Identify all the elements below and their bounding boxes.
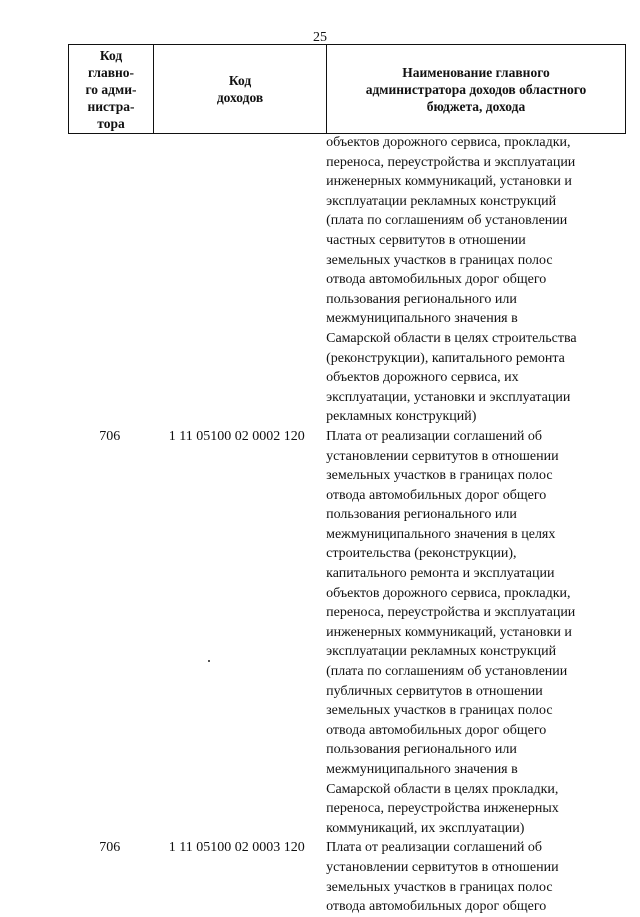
table-body bbox=[68, 133, 612, 917]
income-code-cell bbox=[151, 133, 322, 427]
name-cell: объектов дорожного сервиса, прокладки, переноса, переустройства и эксплуатации инженерных коммуникаций, установки и эксплуатации рекламных конструкций (плата по соглашениям об установлении частных сервитутов в отношении земельных участков в границах полос отвода автомобильных дорог общего пользования регионального или межмуниципального значения в Самарской области в целях строительства (реконструкции), капитального ремонта объектов дорожного сервиса, их эксплуатации, установки и эксплуатации рекламных конструкций) bbox=[326, 135, 577, 425]
header-name: Наименование главного администратора доходов областного бюджета, дохода bbox=[327, 45, 626, 134]
admin-code-cell bbox=[68, 133, 151, 427]
name-cell: Плата от реализации соглашений об установлении сервитутов в отношении земельных участков в границах полос отвода автомобильных дорог общего bbox=[326, 840, 559, 915]
admin-code-cell: 706 bbox=[99, 428, 121, 444]
header-admin-code: Код главно- го адми- нистра- тора bbox=[69, 45, 154, 134]
table-row bbox=[68, 427, 612, 838]
income-code-cell: 1 11 05100 02 0003 120 bbox=[168, 840, 305, 856]
table-header bbox=[68, 44, 626, 134]
page-number: 25 bbox=[313, 30, 327, 45]
admin-code-cell: 706 bbox=[99, 840, 121, 856]
header-income-code: Код доходов bbox=[154, 45, 327, 134]
name-cell: Плата от реализации соглашений об установлении сервитутов в отношении земельных участков в границах полос отвода автомобильных дорог общего пользования регионального или межмуниципального значения в целях строительства (реконструкции), капитального ремонта и эксплуатации объектов дорожного сервиса, прокладки, переноса, переустройства и эксплуатации инженерных коммуникаций, установки и эксплуатации рекламных конструкций (плата по соглашениям об установлении публичных сервитутов в отношении земельных участков в границах полос отвода автомобильных дорог общего пользования регионального или межмуниципального значения в Самарской области в целях прокладки, переноса, переустройства инженерных коммуникаций, их эксплуатации) bbox=[326, 428, 576, 836]
table-row bbox=[68, 133, 612, 427]
income-code-cell: 1 11 05100 02 0002 120 bbox=[168, 428, 305, 444]
scan-speck bbox=[208, 660, 210, 662]
